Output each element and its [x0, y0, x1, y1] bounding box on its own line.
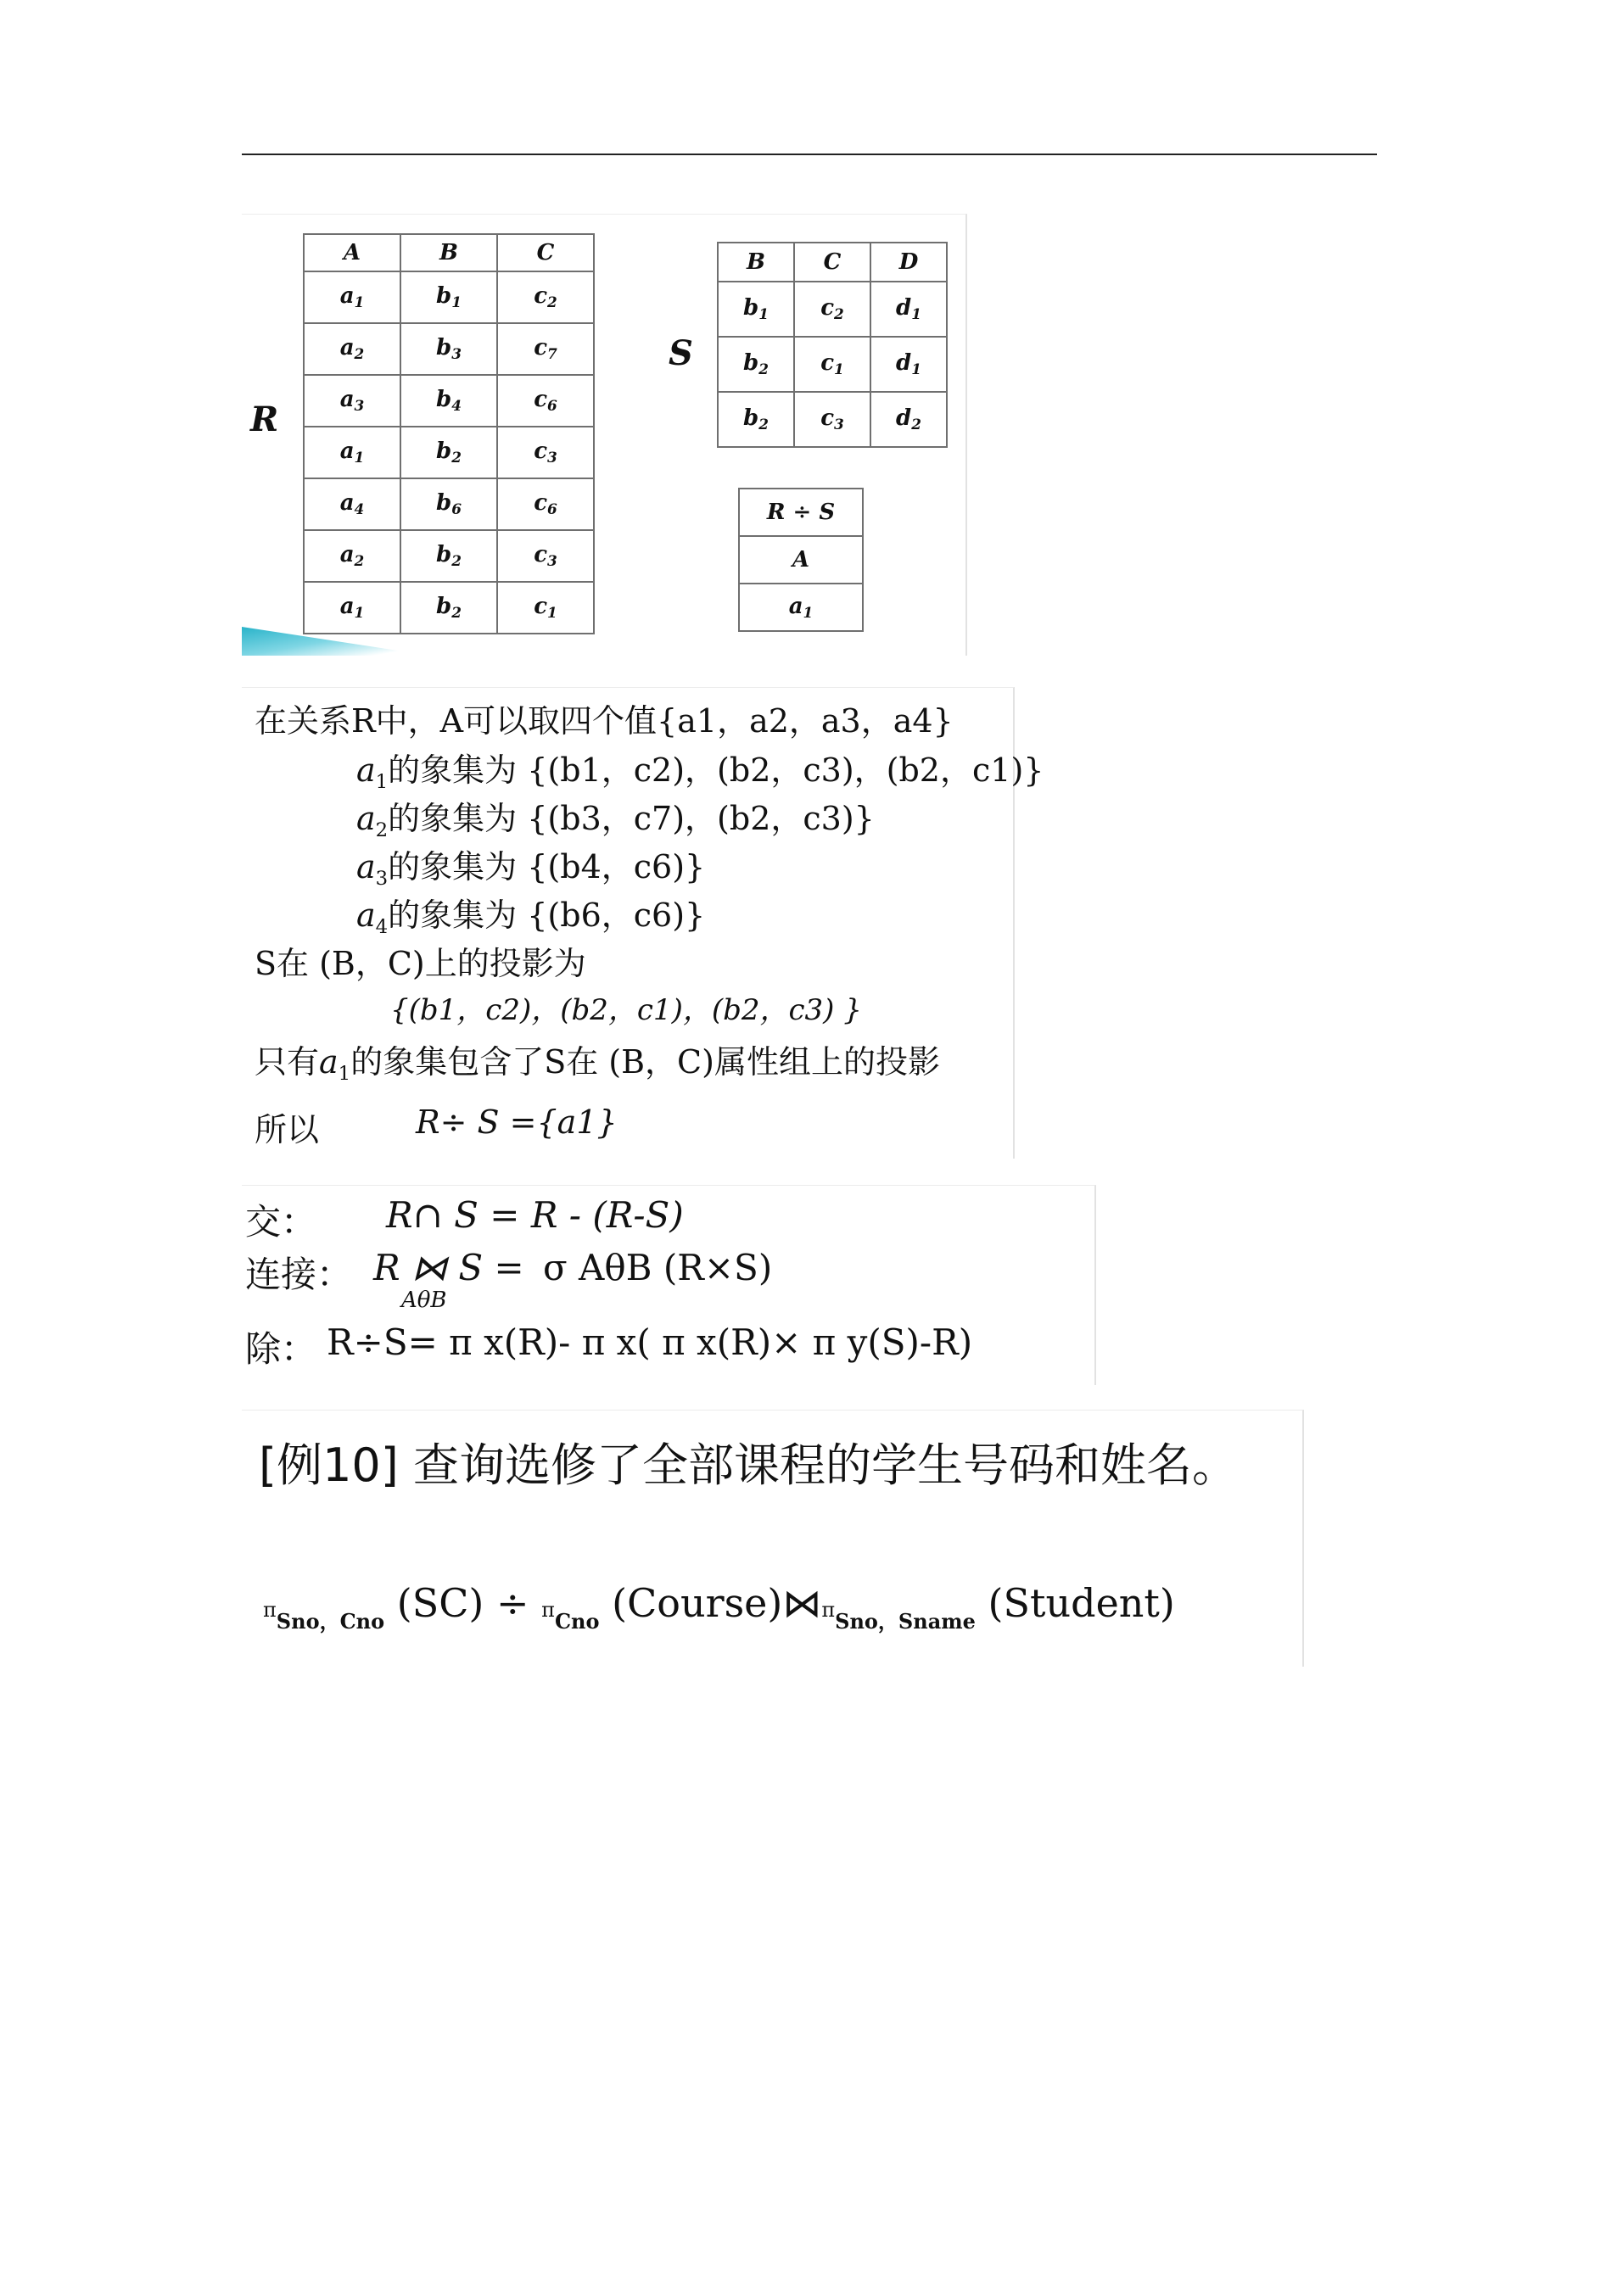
division-result-line: R÷ S ={a1} — [416, 1103, 618, 1141]
table-r-cell: $c_3$ — [497, 530, 594, 582]
join-theta: AθB — [401, 1288, 447, 1313]
image-set-a1: $a_1$的象集为 {(b1，c2)，(b2，c3)，(b2，c1)} — [356, 751, 1044, 793]
table-s-cell: $d_1$ — [870, 337, 947, 392]
table-r-cell: $b_2$ — [400, 427, 497, 478]
intro-line: 在关系R中，A可以取四个值{a1，a2，a3，a4} — [255, 702, 954, 740]
table-s-row — [718, 392, 947, 447]
intersect-label: 交： — [245, 1201, 317, 1243]
divide-formula: R÷S= π x(R)- π x( π x(R)× π y(S)-R) — [327, 1321, 973, 1363]
table-r-cell: $a_2$ — [304, 323, 400, 375]
operator-formulas — [242, 1185, 1096, 1385]
table-r-cell: $a_1$ — [304, 427, 400, 478]
table-r — [303, 233, 595, 634]
image-set-a2: $a_2$的象集为 {(b3，c7)，(b2，c3)} — [356, 800, 875, 841]
table-r-cell: $c_7$ — [497, 323, 594, 375]
relation-s-label: S — [669, 333, 693, 373]
table-s-row — [718, 337, 947, 392]
division-column: A — [739, 536, 863, 584]
example-title: [例10] 查询选修了全部课程的学生号码和姓名。 — [259, 1438, 1239, 1492]
table-r-cell: $c_2$ — [497, 271, 594, 323]
division-value: $a_1$ — [739, 584, 863, 631]
join-formula-right: σ AθB (R×S) — [543, 1247, 773, 1288]
table-r-row — [304, 427, 594, 478]
projection-set: {(b1，c2)，(b2，c1)，(b2，c3) } — [390, 993, 862, 1027]
table-r-row — [304, 271, 594, 323]
table-r-row — [304, 375, 594, 427]
division-header: R ÷ S — [739, 489, 863, 536]
image-set-a3: $a_3$的象集为 {(b4，c6)} — [356, 848, 706, 890]
table-r-cell: $b_4$ — [400, 375, 497, 427]
projection-line: S在 (B，C)上的投影为 — [255, 945, 586, 982]
intersect-formula: R∩ S = R - (R-S) — [386, 1194, 684, 1236]
table-division-result — [738, 488, 864, 632]
table-s-cell: $b_2$ — [718, 392, 794, 447]
table-s-cell: $b_1$ — [718, 282, 794, 337]
table-r-header-a: A — [304, 234, 400, 271]
table-r-cell: $b_6$ — [400, 478, 497, 530]
table-r-cell: $a_1$ — [304, 582, 400, 634]
join-label: 连接： — [245, 1254, 353, 1295]
image-set-a4: $a_4$的象集为 {(b6，c6)} — [356, 897, 706, 938]
example-10 — [242, 1410, 1304, 1667]
table-r-cell: $b_2$ — [400, 582, 497, 634]
table-r-cell: $b_2$ — [400, 530, 497, 582]
table-r-cell: $c_1$ — [497, 582, 594, 634]
table-r-cell: $a_1$ — [304, 271, 400, 323]
table-r-cell: $a_2$ — [304, 530, 400, 582]
table-r-cell: $c_6$ — [497, 478, 594, 530]
table-s-cell: $c_1$ — [794, 337, 870, 392]
table-r-row — [304, 323, 594, 375]
table-s-header-d: D — [870, 243, 947, 282]
table-s-cell: $d_1$ — [870, 282, 947, 337]
table-s-row — [718, 282, 947, 337]
table-r-cell: $b_1$ — [400, 271, 497, 323]
table-r-row — [304, 478, 594, 530]
table-s — [717, 242, 948, 448]
table-r-cell: $a_4$ — [304, 478, 400, 530]
table-r-cell: $c_3$ — [497, 427, 594, 478]
relation-r-label: R — [250, 399, 279, 439]
example-expression: $\pi_{Sno,Cno}$ $(SC) \div \pi_{Cno}$ $(Course)⋈\pi_{Sno,Sname}$ (Student) — [263, 1580, 1175, 1634]
table-s-cell: $d_2$ — [870, 392, 947, 447]
image-set-explanation — [242, 687, 1044, 1159]
divide-label: 除： — [245, 1328, 317, 1370]
table-r-row — [304, 582, 594, 634]
join-formula-left: R ⋈ S = — [373, 1247, 524, 1288]
table-s-cell: $b_2$ — [718, 337, 794, 392]
table-r-header-c: C — [497, 234, 594, 271]
relation-tables-figure — [242, 214, 967, 656]
table-s-cell: $c_2$ — [794, 282, 870, 337]
table-r-row — [304, 530, 594, 582]
table-s-header-c: C — [794, 243, 870, 282]
conclusion-line: 只有$a_1$的象集包含了S在 (B，C)属性组上的投影 — [255, 1043, 940, 1085]
table-r-cell: $b_3$ — [400, 323, 497, 375]
table-r-cell: $a_3$ — [304, 375, 400, 427]
header-rule — [242, 154, 1377, 155]
table-s-header-b: B — [718, 243, 794, 282]
table-r-cell: $c_6$ — [497, 375, 594, 427]
table-r-header-b: B — [400, 234, 497, 271]
table-s-cell: $c_3$ — [794, 392, 870, 447]
so-label: 所以 — [255, 1111, 320, 1148]
